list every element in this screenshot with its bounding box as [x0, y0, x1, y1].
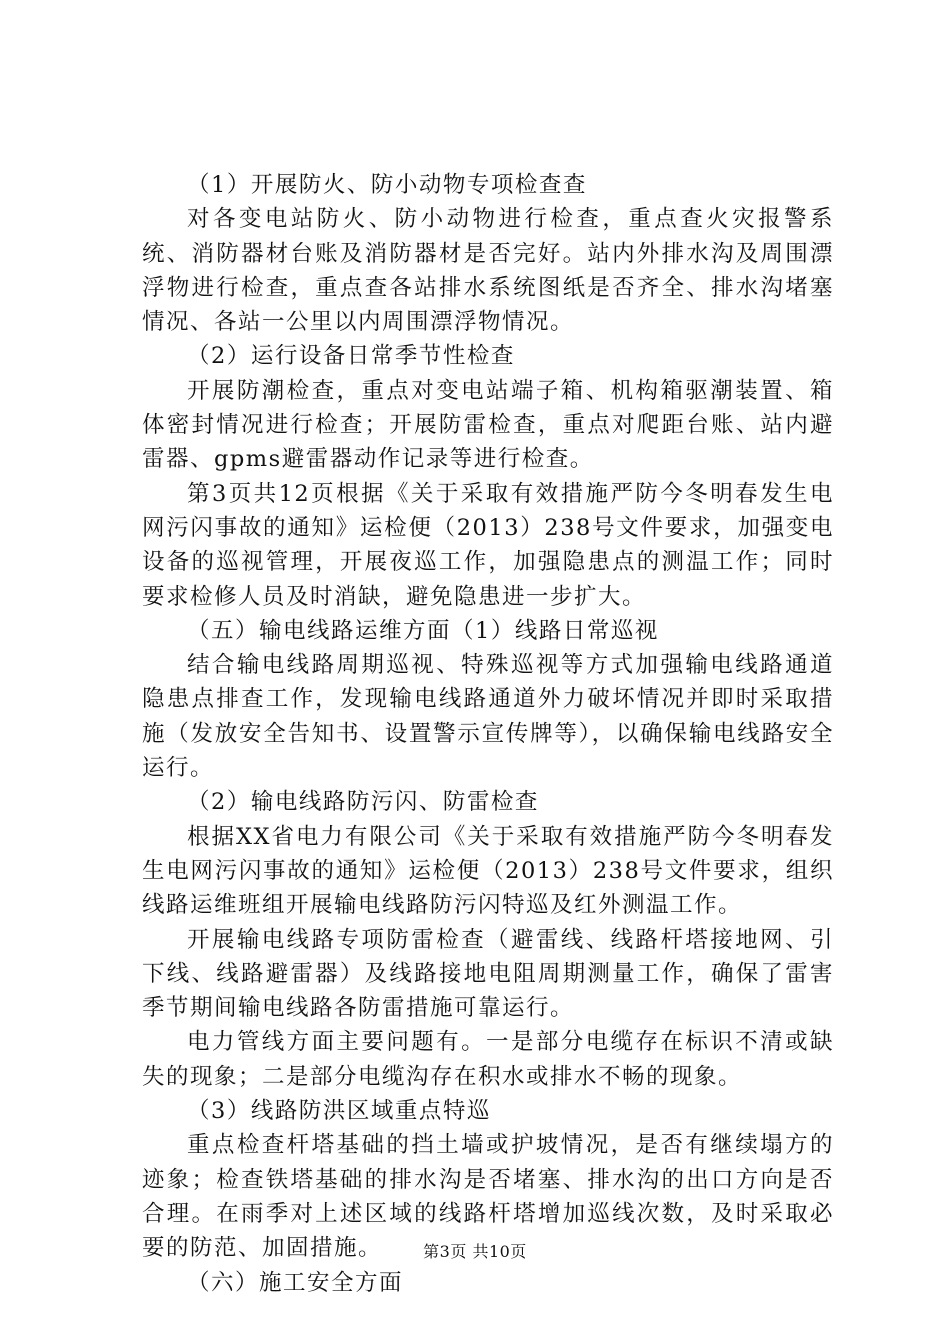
paragraph: 第3页共12页根据《关于采取有效措施严防今冬明春发生电网污闪事故的通知》运检便（2013）238号文件要求，加强变电设备的巡视管理，开展夜巡工作，加强隐患点的测温工作；同时要求检修人员及时消缺，避免隐患进一步扩大。 [142, 480, 834, 610]
paragraph: 对各变电站防火、防小动物进行检查，重点查火灾报警系统、消防器材台账及消防器材是否完好。站内外排水沟及周围漂浮物进行检查，重点查各站排水系统图纸是否齐全、排水沟堵塞情况、各站一公里以内周围漂浮物情况。 [142, 206, 834, 336]
paragraph: 重点检查杆塔基础的挡土墙或护坡情况，是否有继续塌方的迹象；检查铁塔基础的排水沟是否堵塞、排水沟的出口方向是否合理。在雨季对上述区域的线路杆塔增加巡线次数，及时采取必要的防范、加固措施。 [142, 1132, 834, 1262]
paragraph: 开展输电线路专项防雷检查（避雷线、线路杆塔接地网、引下线、线路避雷器）及线路接地电阻周期测量工作，确保了雷害季节期间输电线路各防雷措施可靠运行。 [142, 926, 834, 1022]
paragraph: 结合输电线路周期巡视、特殊巡视等方式加强输电线路通道隐患点排查工作，发现输电线路通道外力破坏情况并即时采取措施（发放安全告知书、设置警示宣传牌等），以确保输电线路安全运行。 [142, 652, 834, 782]
paragraph: 电力管线方面主要问题有。一是部分电缆存在标识不清或缺失的现象；二是部分电缆沟存在积水或排水不畅的现象。 [142, 1029, 834, 1090]
paragraph: 根据XX省电力有限公司《关于采取有效措施严防今冬明春发生电网污闪事故的通知》运检便（2013）238号文件要求，组织线路运维班组开展输电线路防污闪特巡及红外测温工作。 [142, 823, 834, 919]
page-footer: 第3页 共10页 [423, 1242, 527, 1261]
paragraph-heading: （五）输电线路运维方面（1）线路日常巡视 [187, 617, 659, 644]
paragraph-heading: （2）输电线路防污闪、防雷检查 [187, 789, 539, 816]
paragraph-heading: （六）施工安全方面 [187, 1269, 404, 1296]
paragraph-heading: （1）开展防火、防小动物专项检查查 [187, 172, 587, 198]
document-body [142, 168, 834, 1300]
paragraph-heading: （2）运行设备日常季节性检查 [187, 343, 515, 370]
paragraph: 开展防潮检查，重点对变电站端子箱、机构箱驱潮装置、箱体密封情况进行检查；开展防雷检查，重点对爬距台账、站内避雷器、gpms避雷器动作记录等进行检查。 [142, 377, 834, 473]
paragraph-heading: （3）线路防洪区域重点特巡 [187, 1098, 491, 1125]
